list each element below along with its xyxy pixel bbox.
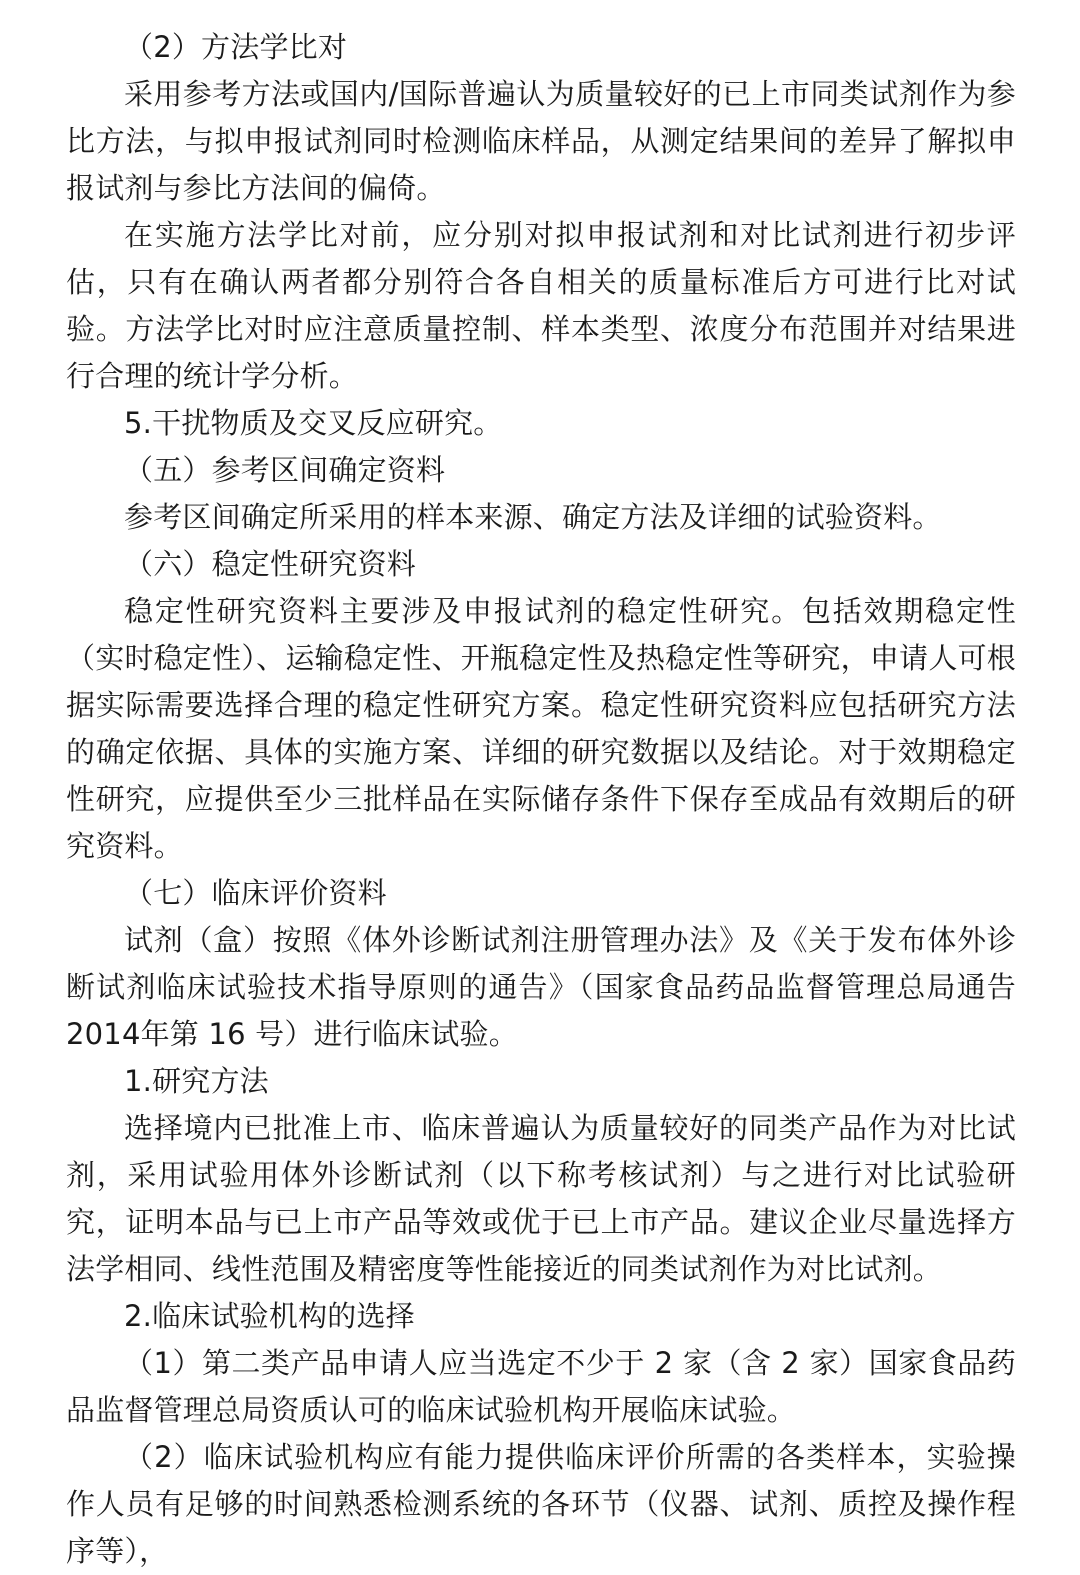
paragraph-method-comparison: 采用参考方法或国内/国际普遍认为质量较好的已上市同类试剂作为参比方法，与拟申报试剂同时检测临床样品，从测定结果间的差异了解拟申报试剂与参比方法间的偏倚。 (66, 77, 1016, 205)
subheading-institution-selection: 2.临床试验机构的选择 (124, 1299, 415, 1333)
document-page (66, 24, 1016, 1575)
item-interference-study: 5.干扰物质及交叉反应研究。 (124, 406, 503, 440)
subheading-method-comparison: （2）方法学比对 (124, 30, 348, 64)
heading-reference-interval: （五）参考区间确定资料 (124, 453, 446, 487)
paragraph-institution-1: （1）第二类产品申请人应当选定不少于 2 家（含 2 家）国家食品药品监督管理总局资质认可的临床试验机构开展临床试验。 (66, 1346, 1016, 1427)
paragraph-reference-interval: 参考区间确定所采用的样本来源、确定方法及详细的试验资料。 (124, 500, 942, 534)
paragraph-preliminary-evaluation: 在实施方法学比对前，应分别对拟申报试剂和对比试剂进行初步评估，只有在确认两者都分别符合各自相关的质量标准后方可进行比对试验。方法学比对时应注意质量控制、样本类型、浓度分布范围并对结果进行合理的统计学分析。 (66, 218, 1016, 393)
paragraph-institution-2: （2）临床试验机构应有能力提供临床评价所需的各类样本，实验操作人员有足够的时间熟悉检测系统的各环节（仪器、试剂、质控及操作程序等）， (66, 1440, 1016, 1568)
heading-stability-study: （六）稳定性研究资料 (124, 547, 417, 581)
heading-clinical-evaluation: （七）临床评价资料 (124, 876, 387, 910)
subheading-research-method: 1.研究方法 (124, 1064, 269, 1098)
paragraph-stability-study: 稳定性研究资料主要涉及申报试剂的稳定性研究。包括效期稳定性（实时稳定性）、运输稳定性、开瓶稳定性及热稳定性等研究，申请人可根据实际需要选择合理的稳定性研究方案。稳定性研究资料应包括研究方法的确定依据、具体的实施方案、详细的研究数据以及结论。对于效期稳定性研究，应提供至少三批样品在实际储存条件下保存至成品有效期后的研究资料。 (66, 594, 1016, 863)
paragraph-research-method: 选择境内已批准上市、临床普遍认为质量较好的同类产品作为对比试剂，采用试验用体外诊断试剂（以下称考核试剂）与之进行对比试验研究，证明本品与已上市产品等效或优于已上市产品。建议企业尽量选择方法学相同、线性范围及精密度等性能接近的同类试剂作为对比试剂。 (66, 1111, 1016, 1286)
paragraph-clinical-evaluation: 试剂（盒）按照《体外诊断试剂注册管理办法》及《关于发布体外诊断试剂临床试验技术指导原则的通告》（国家食品药品监督管理总局通告 2014年第 16 号）进行临床试验。 (66, 923, 1016, 1051)
